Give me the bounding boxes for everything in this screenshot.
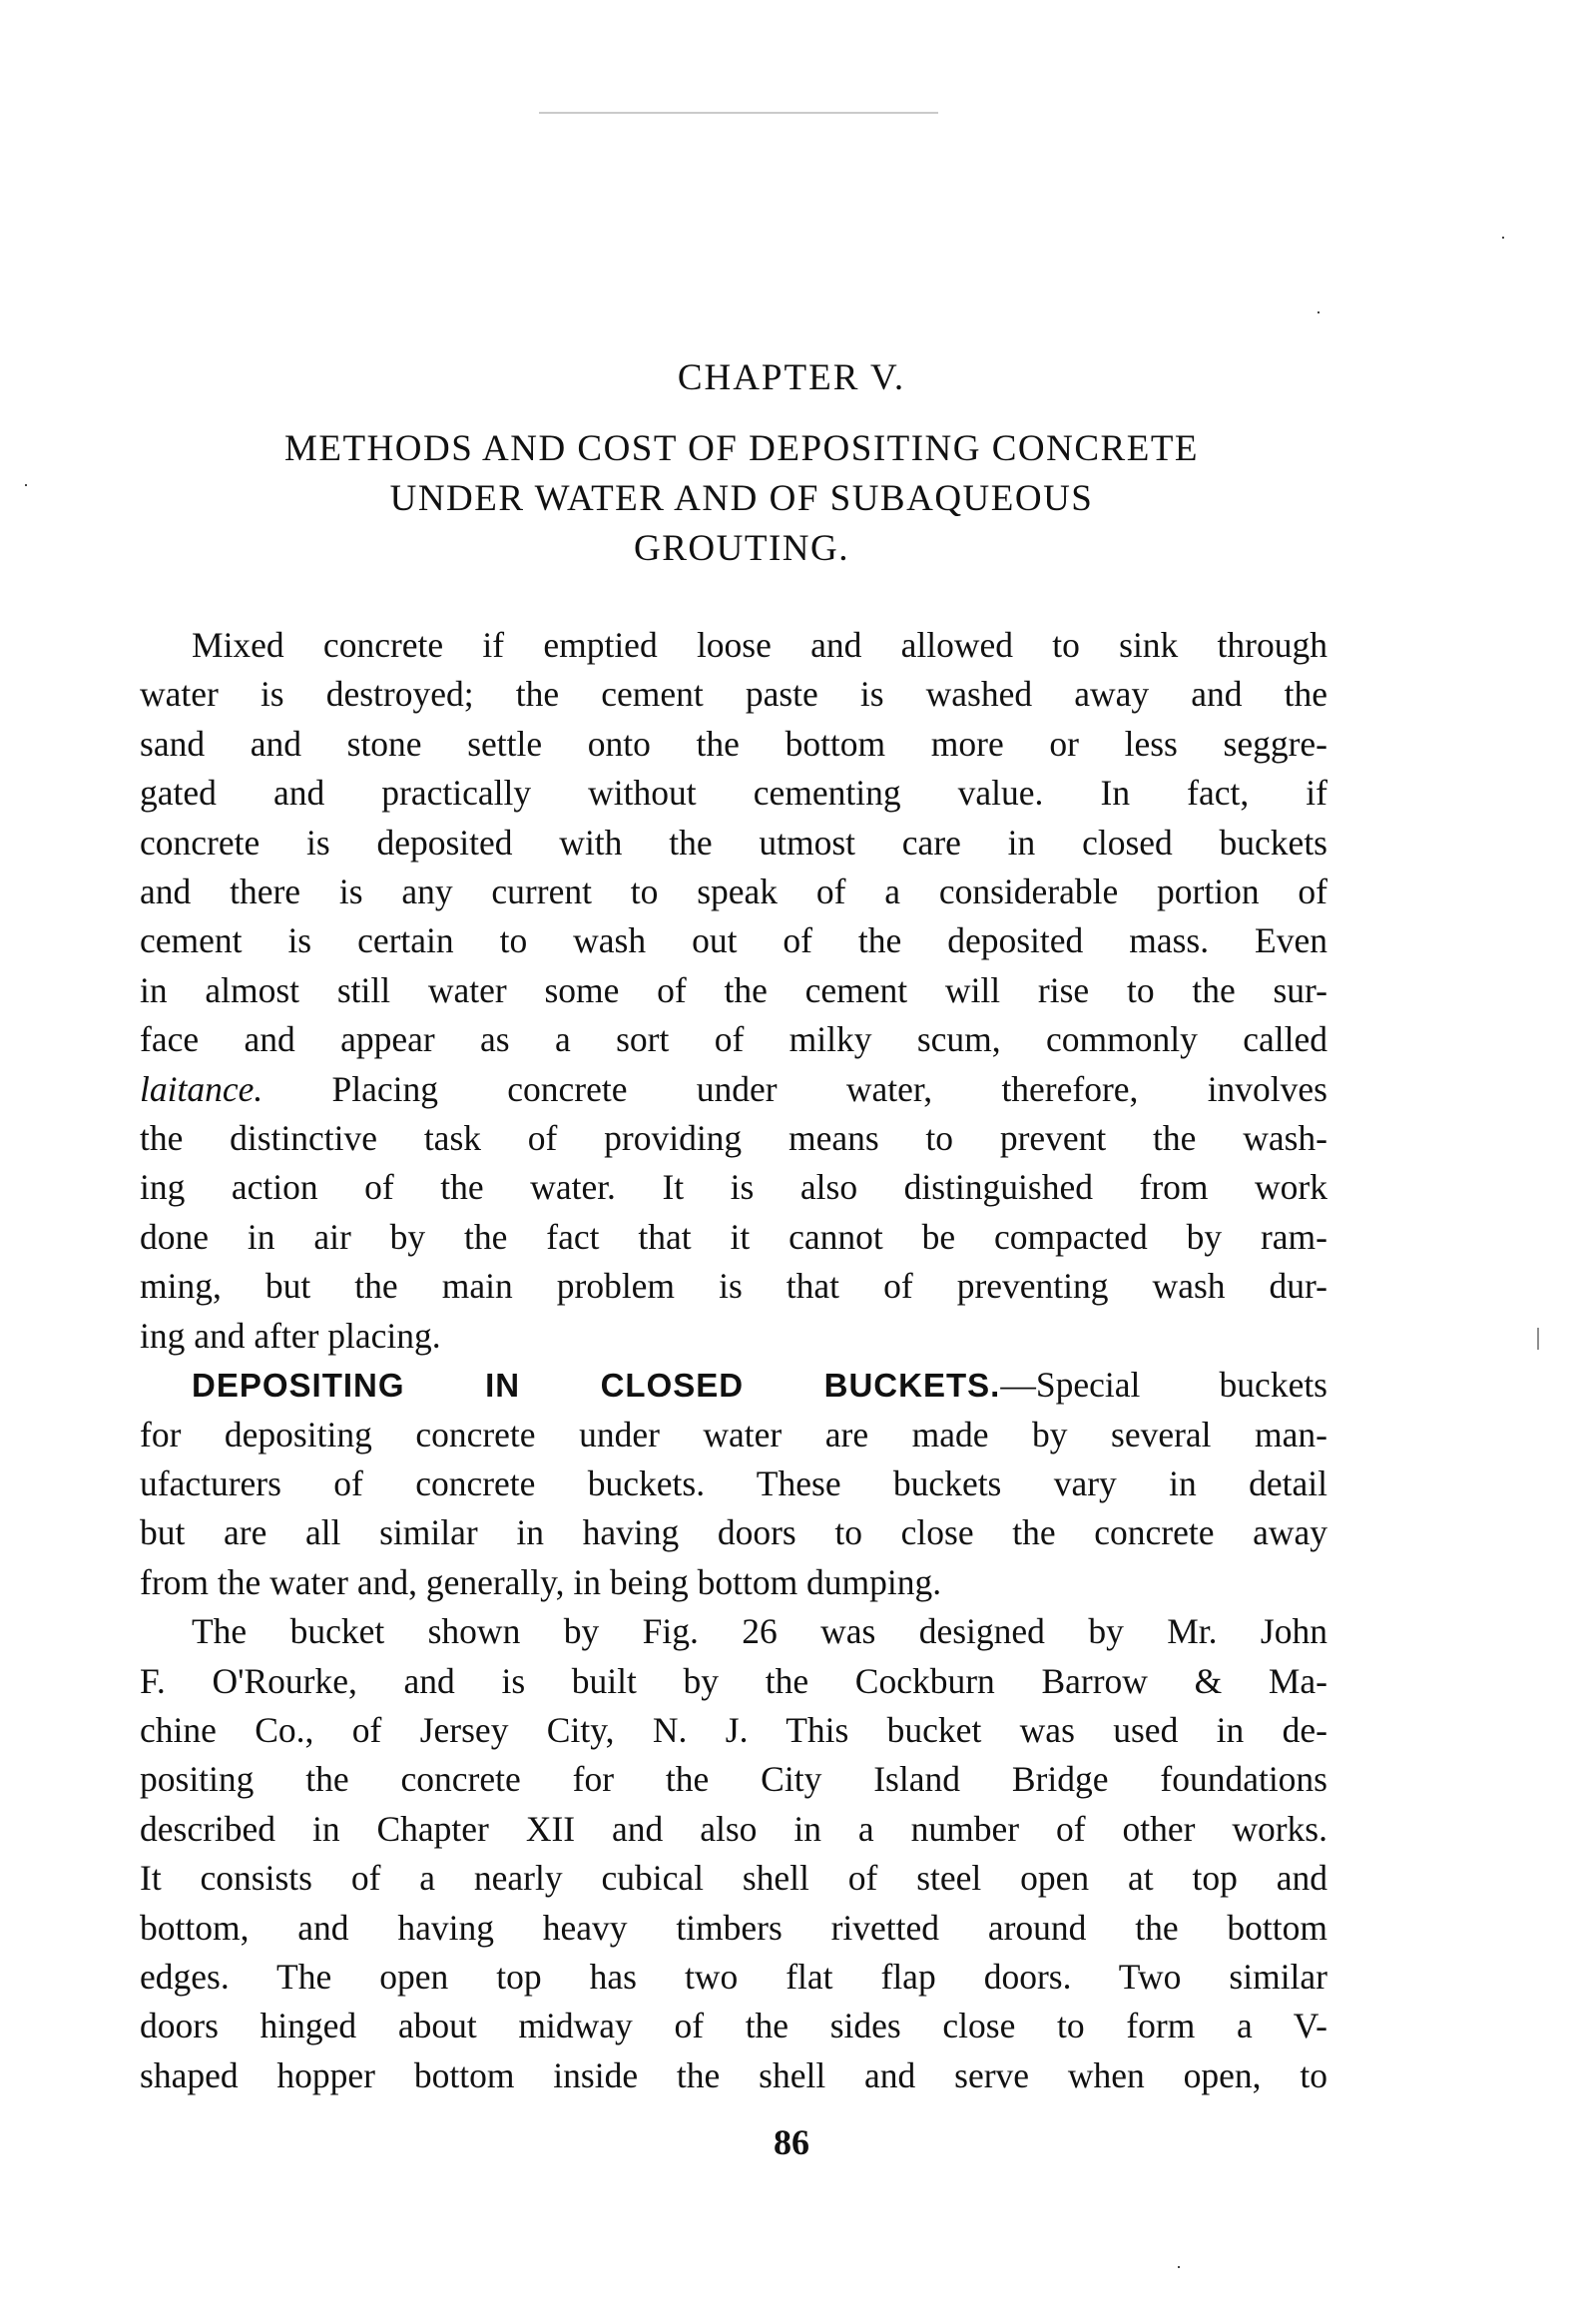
text-line: positing the concrete for the City Island Bridge foundations [140, 1759, 1327, 1800]
text-fragment: —Special buckets [1000, 1365, 1328, 1406]
chapter-title-line: METHODS AND COST OF DEPOSITING CONCRETE [283, 428, 1200, 469]
chapter-title-line: UNDER WATER AND OF SUBAQUEOUS [389, 478, 1094, 519]
text-line: chine Co., of Jersey City, N. J. This bucket was used in de- [140, 1709, 1327, 1750]
text-line: sand and stone settle onto the bottom more or less seggre- [140, 723, 1327, 764]
text-line: bottom, and having heavy timbers rivetted around the bottom [140, 1907, 1327, 1948]
text-line: ing action of the water. It is also distinguished from work [140, 1167, 1327, 1208]
section-heading: DEPOSITING IN CLOSED BUCKETS. [192, 1367, 1001, 1405]
text-line: concrete is deposited with the utmost care in closed buckets [140, 822, 1327, 863]
scan-speck [25, 484, 27, 486]
text-line [140, 1065, 1327, 1114]
scan-speck [1318, 311, 1319, 313]
paragraph [140, 621, 1327, 1361]
text-line: done in air by the fact that it cannot be compacted by ram- [140, 1216, 1327, 1257]
text-line: edges. The open top has two flat flap doors. Two similar [140, 1956, 1327, 1997]
text-line: water is destroyed; the cement paste is washed away and the [140, 674, 1327, 715]
text-line: It consists of a nearly cubical shell of steel open at top and [140, 1858, 1327, 1899]
text-line: the distinctive task of providing means to prevent the wash- [140, 1118, 1327, 1159]
text-line: gated and practically without cementing value. In fact, if [140, 773, 1327, 814]
paragraph [140, 1361, 1327, 1607]
italic-term: laitance. [140, 1068, 264, 1109]
text-line: shaped hopper bottom inside the shell and serve when open, to [140, 2054, 1327, 2095]
text-line: doors hinged about midway of the sides close to form a V- [140, 2006, 1327, 2046]
text-fragment: Placing concrete under water, therefore, involves [263, 1068, 1327, 1109]
text-line: described in Chapter XII and also in a number of other works. [140, 1808, 1327, 1849]
scan-speck [1502, 237, 1504, 239]
body-text [140, 621, 1327, 2100]
scan-speck [1537, 1328, 1539, 1350]
chapter-title [150, 424, 1333, 574]
text-line: The bucket shown by Fig. 26 was designed by Mr. John [192, 1611, 1327, 1652]
text-line [140, 1361, 1327, 1410]
text-line: F. O'Rourke, and is built by the Cockburn Barrow & Ma- [140, 1660, 1327, 1701]
paragraph [140, 1607, 1327, 2100]
scan-artifact [539, 112, 938, 114]
text-line: and there is any current to speak of a considerable portion of [140, 872, 1327, 912]
text-line: for depositing concrete under water are made by several man- [140, 1414, 1327, 1454]
text-line: cement is certain to wash out of the deposited mass. Even [140, 920, 1327, 961]
text-line: from the water and, generally, in being bottom dumping. [140, 1561, 942, 1602]
scan-speck [1178, 2266, 1180, 2268]
text-line: in almost still water some of the cement will rise to the sur- [140, 969, 1327, 1010]
text-line: but are all similar in having doors to close the concrete away [140, 1512, 1327, 1553]
text-line: ing and after placing. [140, 1315, 441, 1356]
chapter-title-line: GROUTING. [634, 528, 849, 569]
text-line: ufacturers of concrete buckets. These buckets vary in detail [140, 1462, 1327, 1503]
text-line: ming, but the main problem is that of preventing wash dur- [140, 1266, 1327, 1307]
text-line: face and appear as a sort of milky scum, commonly called [140, 1019, 1327, 1060]
page-number: 86 [774, 2122, 809, 2162]
text-line: Mixed concrete if emptied loose and allowed to sink through [192, 625, 1327, 665]
chapter-number: CHAPTER V. [677, 357, 906, 398]
